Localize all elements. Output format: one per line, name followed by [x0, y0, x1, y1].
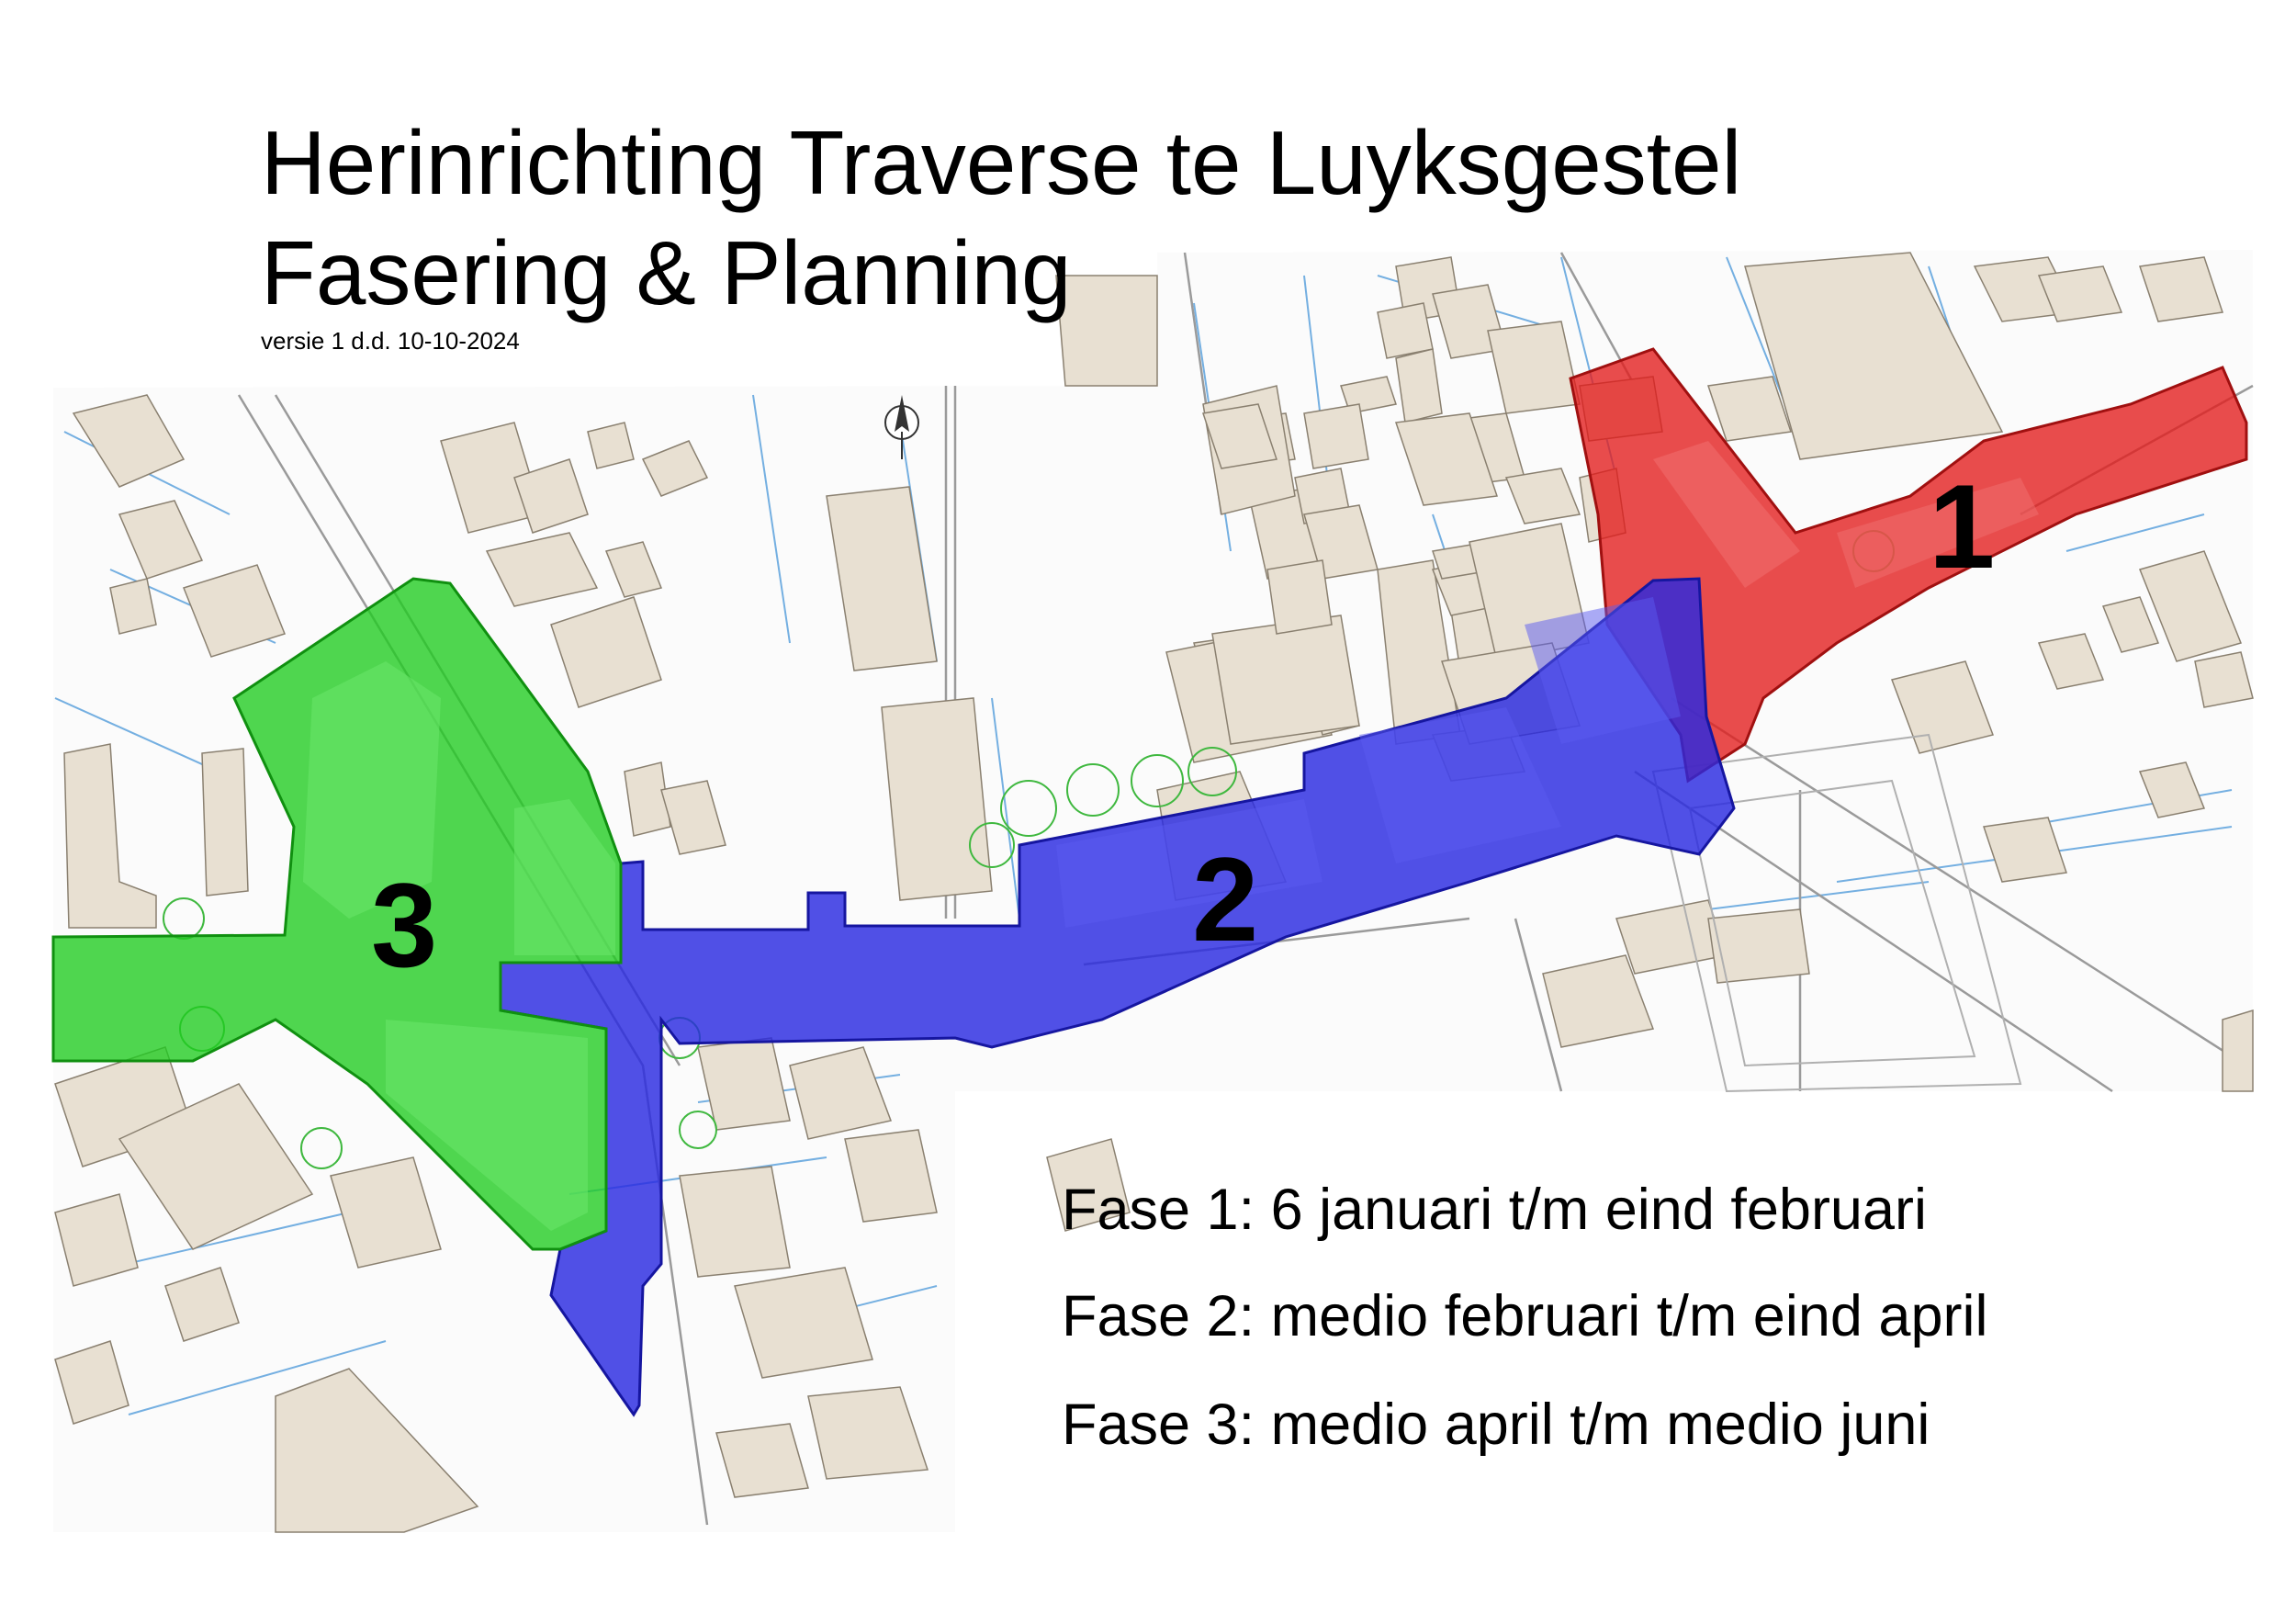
- phase-2-schedule: Fase 2: medio februari t/m eind april: [1062, 1284, 1988, 1348]
- zone-2-label: 2: [1192, 832, 1259, 966]
- page-title: Herinrichting Traverse te Luyksgestel: [261, 112, 1742, 213]
- zone-3-label: 3: [371, 858, 438, 992]
- zone-1-label: 1: [1929, 459, 1996, 593]
- phase-3-schedule: Fase 3: medio april t/m medio juni: [1062, 1393, 1930, 1457]
- page-subtitle: Fasering & Planning: [261, 222, 1072, 323]
- version-note: versie 1 d.d. 10-10-2024: [261, 327, 520, 355]
- phase-1-schedule: Fase 1: 6 januari t/m eind februari: [1062, 1178, 1927, 1242]
